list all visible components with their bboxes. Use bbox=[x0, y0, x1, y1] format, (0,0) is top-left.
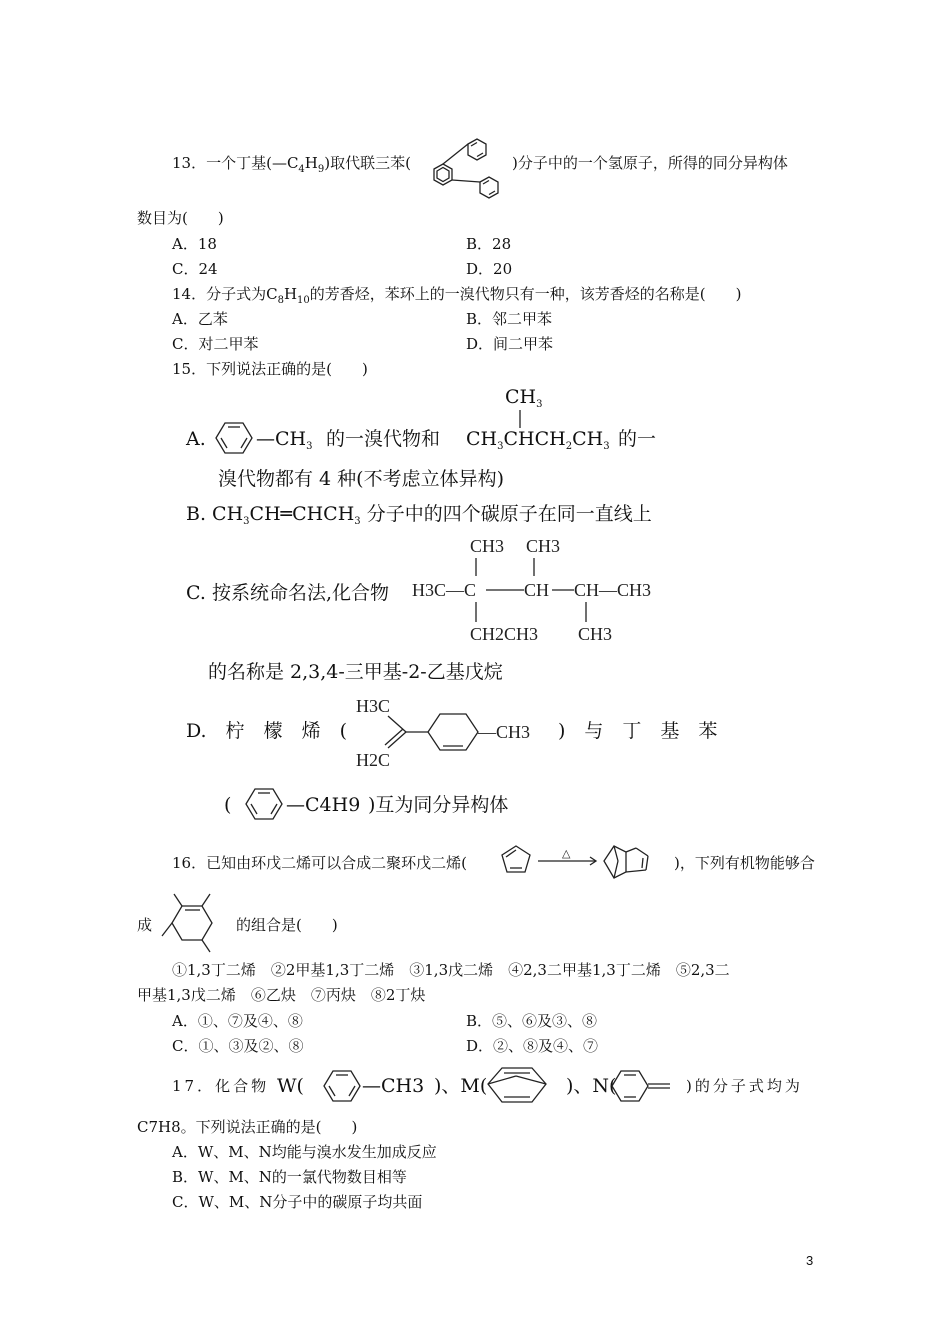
q13-stem-cont: )分子中的一个氢原子，所得的同分异构体 bbox=[512, 154, 788, 172]
q17-w-label: W( bbox=[277, 1075, 304, 1097]
q15-d-c4h9: —C4H9 bbox=[286, 794, 361, 816]
q15-option-d-right: ) 与 丁 基 苯 bbox=[558, 720, 718, 742]
target-compound-structure bbox=[160, 888, 232, 960]
q14-option-d: D．间二甲苯 bbox=[466, 335, 554, 353]
q15-a-bond bbox=[518, 410, 522, 430]
c-bottom1: CH2CH3 bbox=[470, 624, 539, 644]
norbornadiene-m-structure bbox=[484, 1062, 554, 1108]
c-main2: CH bbox=[524, 580, 550, 600]
q15-a-text: 的一溴代物和 bbox=[326, 428, 441, 450]
q14-option-c: C．对二甲苯 bbox=[172, 335, 259, 353]
toluene-w-structure bbox=[318, 1064, 368, 1108]
c-top1: CH3 bbox=[470, 536, 505, 556]
q13-stem-line2: 数目为( ) bbox=[137, 209, 224, 227]
q17-option-c: C．W、M、N分子中的碳原子均共面 bbox=[172, 1193, 423, 1211]
d-ch3: —CH3 bbox=[478, 722, 531, 742]
q15-c-line2: 的名称是 2,3,4-三甲基-2-乙基戊烷 bbox=[208, 661, 503, 683]
c-main1: H3C—C bbox=[412, 580, 477, 600]
d-h3c: H3C bbox=[356, 696, 391, 716]
q15-option-a-label: A. bbox=[186, 428, 206, 450]
methylene-cyclohexadiene-n-structure bbox=[606, 1064, 686, 1108]
q15-c-structure bbox=[408, 530, 668, 650]
q15-a-line2: 溴代物都有 4 种(不考虑立体异构) bbox=[218, 468, 504, 490]
terphenyl-structure bbox=[418, 124, 518, 202]
q16-items-line2: 甲基1,3戊二烯 ⑥乙炔 ⑦丙炔 ⑧2丁炔 bbox=[137, 986, 426, 1004]
q15-a-tail: 的一 bbox=[618, 428, 657, 450]
q13-stem: 13．一个丁基$(—C_4H_9)$取代联三苯( bbox=[172, 154, 411, 175]
q14-stem: 14．分子式为$C_8H_{10}$的芳香烃，苯环上的一溴代物只有一种，该芳香烃的名称是( ) bbox=[172, 285, 742, 306]
q17-m-label: )、M( bbox=[434, 1075, 488, 1097]
q16-option-c: C．①、③及②、⑧ bbox=[172, 1037, 304, 1055]
q16-stem-cont: )，下列有机物能够合 bbox=[674, 854, 815, 872]
q13-option-b: B．28 bbox=[466, 235, 512, 253]
q13-option-a: A．18 bbox=[172, 235, 217, 253]
butylbenzene-structure bbox=[240, 782, 290, 826]
c-bottom2: CH3 bbox=[578, 624, 613, 644]
q13-option-d: D．20 bbox=[466, 260, 513, 278]
q17-w-ch3: —CH3 bbox=[362, 1075, 425, 1097]
page-number: 3 bbox=[806, 1253, 814, 1268]
q14-option-a: A．乙苯 bbox=[172, 310, 228, 328]
q16-stem-d: 的组合是( ) bbox=[236, 916, 338, 934]
q17-n-label: )、N( bbox=[566, 1075, 617, 1097]
q17-stem-b: )的分子式均为 bbox=[686, 1077, 803, 1095]
q13-option-c: C．24 bbox=[172, 260, 218, 278]
q17-stem-c: C7H8。下列说法正确的是( ) bbox=[137, 1118, 358, 1136]
toluene-structure bbox=[210, 416, 260, 460]
q15-option-b: B. $CH_3CH═CHCH_3$ 分子中的四个碳原子在同一直线上 bbox=[186, 503, 652, 527]
c-main3: CH—CH3 bbox=[574, 580, 652, 600]
c-top2: CH3 bbox=[526, 536, 561, 556]
q16-option-d: D．②、⑧及④、⑦ bbox=[466, 1037, 599, 1055]
q15-option-d-left: D. 柠 檬 烯 ( bbox=[186, 720, 348, 742]
q15-d-line2-close: )互为同分异构体 bbox=[368, 794, 509, 816]
dicyclopentadiene-reaction bbox=[496, 838, 676, 888]
q17-stem: 17．化合物 bbox=[172, 1077, 270, 1095]
q15-stem: 15．下列说法正确的是( ) bbox=[172, 360, 368, 378]
q16-stem-c: 成 bbox=[137, 916, 153, 934]
q15-d-line2-open: ( bbox=[224, 794, 232, 816]
q14-option-b: B．邻二甲苯 bbox=[466, 310, 553, 328]
limonene-structure bbox=[354, 692, 544, 772]
d-h2c: H2C bbox=[356, 750, 391, 770]
q17-option-b: B．W、M、N的一氯代物数目相等 bbox=[172, 1168, 407, 1186]
arrow-label: △ bbox=[562, 848, 571, 860]
q16-option-a: A．①、⑦及④、⑧ bbox=[172, 1012, 303, 1030]
q16-option-b: B．⑤、⑥及③、⑧ bbox=[466, 1012, 598, 1030]
q16-stem: 16．已知由环戊二烯可以合成二聚环戊二烯( bbox=[172, 854, 467, 872]
q15-a-ch3: $—CH_3$ bbox=[256, 428, 313, 452]
q15-a-formula: $CH_3CHCH_2CH_3$ bbox=[466, 428, 610, 452]
q15-a-top-ch3: $CH_3$ bbox=[505, 386, 543, 410]
q16-items-line1: ①1,3丁二烯 ②2甲基1,3丁二烯 ③1,3戊二烯 ④2,3二甲基1,3丁二烯 ⑤2,3二 bbox=[172, 961, 730, 979]
q17-option-a: A．W、M、N均能与溴水发生加成反应 bbox=[172, 1143, 437, 1161]
q15-option-c-label: C. 按系统命名法,化合物 bbox=[186, 582, 389, 604]
